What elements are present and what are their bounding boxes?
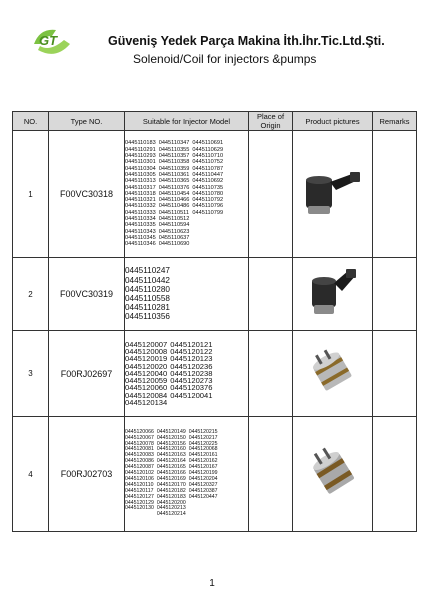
solenoid-image	[304, 265, 362, 319]
model-number: 0445110486	[158, 203, 190, 210]
model-column	[125, 140, 156, 247]
model-number: 0445110301	[125, 159, 156, 166]
solenoid-image	[302, 166, 364, 218]
model-number: 0445120041	[170, 390, 213, 400]
model-number: 0445120161	[188, 452, 218, 459]
model-number: 0445110332	[125, 203, 156, 210]
model-number: 0445110317	[125, 184, 156, 191]
row-no: 4	[13, 417, 49, 532]
row-models	[125, 258, 249, 331]
product-picture-solenoid	[293, 131, 373, 258]
model-number: 0445120067	[125, 434, 154, 441]
model-number: 0445110512	[158, 216, 190, 223]
page-number: 1	[209, 578, 215, 589]
model-number: 0445110787	[192, 165, 224, 172]
model-number: 0445120166	[156, 470, 186, 477]
model-number: 0445110335	[125, 222, 156, 229]
row-type: F00RJ02703	[49, 417, 125, 532]
row-type: F00VC30319	[49, 258, 125, 331]
model-number: 0445110454	[158, 190, 190, 197]
model-columns	[125, 341, 248, 406]
model-number: 0445110355	[158, 146, 190, 153]
model-number: 0445120150	[156, 434, 186, 441]
model-number: 0445110558	[125, 294, 170, 303]
row-remarks	[373, 417, 417, 532]
company-logo	[30, 26, 76, 58]
model-number: 0445120008	[125, 347, 168, 357]
model-columns	[125, 266, 248, 321]
model-number: 0445120019	[125, 354, 168, 364]
model-number: 0445110710	[192, 153, 224, 160]
model-number: 0445110183	[125, 140, 156, 147]
model-number: 0445120040	[125, 368, 168, 378]
model-column	[189, 430, 218, 519]
table-row	[13, 131, 417, 258]
model-number: 0445120167	[188, 464, 218, 471]
model-number: 0445110281	[125, 303, 170, 313]
model-number: 0445120162	[188, 458, 218, 465]
model-number: 0445120130	[125, 505, 154, 512]
model-number: 0445110346	[125, 241, 156, 248]
header-type: Type NO.	[49, 112, 125, 131]
model-number: 0445120078	[125, 440, 154, 447]
row-no: 1	[13, 131, 49, 258]
document-header	[0, 0, 424, 100]
model-number: 0445120121	[170, 340, 213, 350]
model-number: 0445120066	[125, 428, 154, 435]
model-number: 0445110692	[192, 178, 224, 185]
header-remarks: Remarks	[373, 112, 417, 131]
model-number: 0445110442	[125, 275, 170, 285]
model-number: 0445120165	[156, 464, 186, 471]
model-number: 0445120007	[125, 340, 168, 350]
row-models	[125, 417, 249, 532]
model-column	[192, 140, 223, 247]
row-no: 3	[13, 331, 49, 417]
model-number: 0445110365	[158, 178, 190, 185]
model-number: 0445110594	[158, 222, 190, 229]
model-columns	[125, 430, 248, 519]
svg-text:GT: GT	[39, 33, 58, 48]
product-picture-solenoid	[293, 258, 373, 331]
model-number: 0445110735	[192, 184, 224, 191]
model-number: 0445120086	[125, 458, 154, 465]
row-origin	[249, 258, 293, 331]
header-origin: Place of Origin	[249, 112, 293, 131]
model-column	[157, 430, 186, 519]
model-number: 0445120083	[125, 452, 154, 459]
model-number: 0445120217	[188, 434, 218, 441]
model-number: 0445120117	[125, 487, 154, 494]
document-subtitle: Solenoid/Coil for injectors &pumps	[133, 52, 317, 66]
model-number: 0445110321	[125, 197, 156, 204]
model-number: 0445110305	[125, 171, 156, 178]
header-no: NO.	[13, 112, 49, 131]
model-number: 0445120122	[170, 347, 213, 357]
row-models	[125, 331, 249, 417]
model-number: 0445120156	[156, 440, 186, 447]
model-column	[125, 430, 154, 519]
model-number: 0445110280	[125, 284, 170, 294]
model-number: 0445120170	[156, 481, 186, 488]
model-column	[170, 341, 212, 406]
model-number: 0445120273	[170, 376, 213, 386]
product-picture-coil	[293, 331, 373, 417]
company-name: Güveniş Yedek Parça Makina İth.İhr.Tic.Ltd.Şti.	[108, 34, 385, 48]
model-number: 0445110291	[125, 146, 156, 153]
model-number: 0445120447	[188, 493, 218, 500]
model-number: 0445110343	[125, 228, 156, 235]
model-number: 0445120102	[125, 470, 154, 477]
model-number: 0445110318	[125, 190, 156, 197]
model-number: 0445120214	[156, 511, 186, 518]
header-suitable: Suitable for Injector Model	[125, 112, 249, 131]
table-row	[13, 258, 417, 331]
model-number: 0445110447	[192, 171, 224, 178]
row-remarks	[373, 331, 417, 417]
model-number: 0445120164	[156, 458, 186, 465]
model-number: 0445110466	[158, 197, 190, 204]
model-number: 0445110752	[192, 159, 224, 166]
row-remarks	[373, 131, 417, 258]
coil-image	[303, 341, 363, 401]
model-number: 0445120169	[156, 475, 186, 482]
model-number: 0445110796	[192, 203, 224, 210]
model-number: 0445120020	[125, 361, 168, 371]
model-number: 0445120160	[156, 446, 186, 453]
table-row	[13, 417, 417, 532]
row-type: F00VC30318	[49, 131, 125, 258]
model-number: 0445120215	[188, 428, 218, 435]
model-number: 0445120200	[156, 499, 186, 506]
row-no: 2	[13, 258, 49, 331]
model-number: 0445110313	[125, 178, 156, 185]
model-number: 0445120225	[188, 440, 218, 447]
model-number: 0445120106	[125, 475, 154, 482]
model-columns	[125, 140, 248, 247]
model-number: 0445110799	[192, 209, 224, 216]
model-number: 0445110629	[192, 146, 224, 153]
model-number: 0445120129	[125, 499, 154, 506]
model-number: 0445120238	[170, 368, 213, 378]
header-pictures: Product pictures	[293, 112, 373, 131]
model-number: 0445120087	[125, 464, 154, 471]
model-column	[125, 266, 170, 321]
model-number: 0445120327	[188, 481, 218, 488]
model-number: 0445110780	[192, 190, 224, 197]
row-origin	[249, 131, 293, 258]
table-header-row	[13, 112, 417, 131]
model-number: 0445110623	[158, 228, 190, 235]
model-number: 0445110333	[125, 209, 156, 216]
model-number: 0445110361	[158, 171, 190, 178]
model-number: 0445110691	[192, 140, 224, 147]
model-number: 0445110345	[125, 234, 156, 241]
model-number: 0445110357	[158, 153, 190, 160]
model-number: 0445120134	[125, 397, 168, 407]
model-number: 0445110304	[125, 165, 156, 172]
model-number: 0445110356	[125, 312, 170, 322]
model-number: 0445110376	[158, 184, 190, 191]
model-number: 0445120060	[125, 383, 168, 393]
model-number: 0445110334	[125, 216, 156, 223]
model-number: 0445120123	[170, 354, 213, 364]
model-number: 0445120127	[125, 493, 154, 500]
model-column	[159, 140, 190, 247]
model-number: 0445120110	[125, 481, 154, 488]
model-number: 0445110511	[158, 209, 189, 216]
model-number: 0445120376	[170, 383, 213, 393]
model-number: 0445120081	[125, 446, 154, 453]
product-table	[12, 111, 417, 532]
row-models	[125, 131, 249, 258]
row-type: F00RJ02697	[49, 331, 125, 417]
model-number: 0445110247	[125, 266, 170, 276]
model-number: 0445120084	[125, 390, 168, 400]
model-number: 0445120183	[156, 493, 186, 500]
model-number: 0445110347	[158, 140, 190, 147]
row-origin	[249, 331, 293, 417]
model-number: 0445120163	[156, 452, 186, 459]
model-number: 0445120059	[125, 376, 168, 386]
model-column	[125, 341, 167, 406]
model-number: 0445110358	[158, 159, 190, 166]
model-number: 0445120236	[170, 361, 213, 371]
model-number: 0445110359	[158, 165, 190, 172]
product-picture-coil	[293, 417, 373, 532]
model-number: 0455110637	[158, 234, 190, 241]
row-remarks	[373, 258, 417, 331]
model-number: 0445120068	[188, 446, 218, 453]
row-origin	[249, 417, 293, 532]
model-number: 0445110792	[192, 197, 224, 204]
table-row	[13, 331, 417, 417]
coil-image	[302, 439, 364, 505]
model-number: 0445120199	[188, 470, 218, 477]
model-number: 0445110293	[125, 153, 156, 160]
model-number: 0445110690	[158, 241, 190, 248]
model-number: 0445120204	[188, 475, 218, 482]
model-number: 0445120387	[188, 487, 218, 494]
model-number: 0445120213	[156, 505, 186, 512]
model-number: 0445120149	[156, 428, 186, 435]
model-number: 0445120182	[156, 487, 186, 494]
